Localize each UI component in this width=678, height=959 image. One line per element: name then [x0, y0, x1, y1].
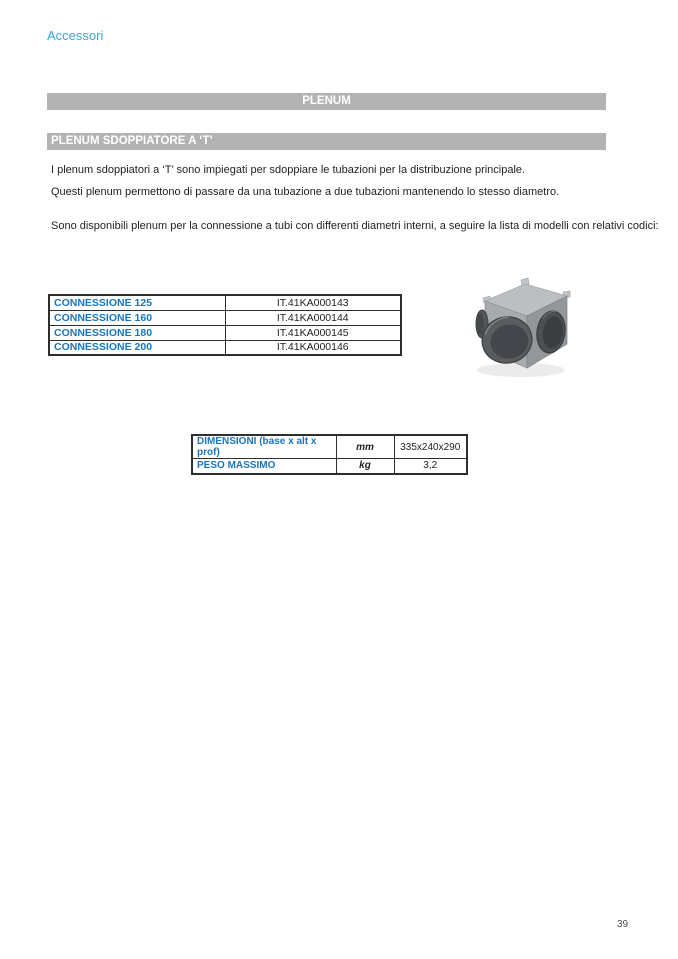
table-row [49, 295, 401, 310]
subsection-title: PLENUM SDOPPIATORE A ‘T’ [51, 135, 213, 147]
table-row [192, 435, 467, 459]
intro-line-2: Questi plenum permettono di passare da una tubazione a due tubazioni mantenendo lo stesso diametro. [51, 186, 560, 198]
model-name: CONNESSIONE 125 [49, 295, 225, 310]
model-code: IT.41KA000146 [225, 340, 401, 355]
model-name: CONNESSIONE 180 [49, 325, 225, 340]
page-number: 39 [617, 919, 629, 930]
spec-unit: kg [336, 459, 394, 474]
specs-table [191, 434, 468, 475]
intro-line-3: Sono disponibili plenum per la connessione a tubi con differenti diametri interni, a seguire la lista di modelli con relativi codici: [51, 220, 659, 232]
breadcrumb: Accessori [47, 28, 104, 43]
table-row [49, 325, 401, 340]
section-title: PLENUM [302, 95, 351, 107]
model-code: IT.41KA000145 [225, 325, 401, 340]
model-name: CONNESSIONE 200 [49, 340, 225, 355]
table-row [49, 340, 401, 355]
table-row [49, 310, 401, 325]
section-title-bar [47, 93, 606, 110]
spec-value: 3,2 [394, 459, 467, 474]
intro-line-1: I plenum sdoppiatori a ‘T’ sono impiegati per sdoppiare le tubazioni per la distribuzione principale. [51, 164, 526, 176]
spec-label: PESO MASSIMO [192, 459, 336, 474]
spec-label: DIMENSIONI (base x alt x prof) [192, 435, 336, 459]
model-name: CONNESSIONE 160 [49, 310, 225, 325]
model-code: IT.41KA000143 [225, 295, 401, 310]
product-image [465, 276, 580, 380]
table-row [192, 459, 467, 474]
models-table [48, 294, 402, 356]
model-code: IT.41KA000144 [225, 310, 401, 325]
spec-value: 335x240x290 [394, 435, 467, 459]
spec-unit: mm [336, 435, 394, 459]
subsection-title-bar [47, 133, 606, 150]
